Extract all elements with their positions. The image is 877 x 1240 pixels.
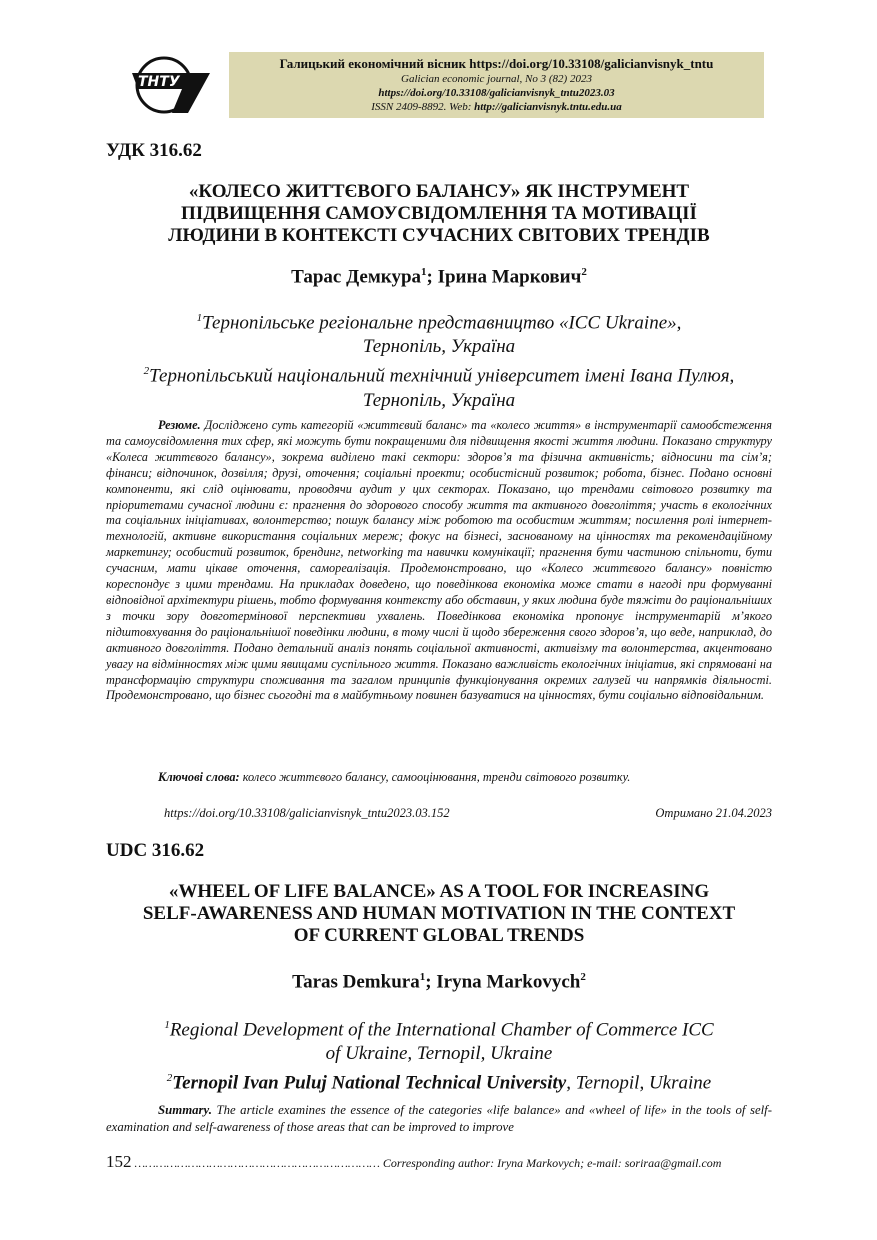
journal-name-ua: Галицький економічний вісник https://doi.org/10.33108/galicianvisnyk_tntu: [279, 56, 714, 71]
author-1-en: Taras Demkura: [292, 971, 420, 993]
abstract-ua: [106, 418, 772, 704]
authors-en: Taras Demkura$^1$; Iryna Markovych$^2$: [292, 971, 586, 993]
affiliations-ua: $^1$Тернопільське регіональне представництво «ICC Ukraine», Тернопіль, Україна $^2$Тернопільський національний технічний університет імені Івана Пулюя, Тернопіль, Україна: [106, 306, 772, 413]
corresponding-author: Corresponding author: Iryna Markovych; e-mail: soriraa@gmail.com: [382, 1156, 722, 1170]
affiliation-2-city: Тернопіль, Україна: [362, 389, 516, 411]
received-date: Отримано 21.04.2023: [655, 806, 772, 820]
affiliation-1-city: Тернопіль, Україна: [362, 336, 516, 358]
title-ua-line: «КОЛЕСО ЖИТТЄВОГО БАЛАНСУ» ЯК ІНСТРУМЕНТ: [188, 181, 690, 202]
keywords-ua: [158, 770, 778, 785]
affiliation-1-en-line2: of Ukraine, Ternopil, Ukraine: [325, 1043, 553, 1065]
abstract-label: Резюме.: [158, 418, 201, 432]
title-en-line: «WHEEL OF LIFE BALANCE» AS A TOOL FOR INCREASING: [168, 881, 710, 902]
title-ua-line: ПІДВИЩЕННЯ САМОУСВІДОМЛЕННЯ ТА МОТИВАЦІЇ: [181, 203, 697, 224]
title-en: [106, 881, 772, 947]
authors-ua: Тарас Демкура$^1$; Ірина Маркович$^2$: [291, 266, 587, 288]
keywords-label: Ключові слова:: [158, 770, 240, 784]
journal-logo: [128, 55, 210, 115]
journal-url[interactable]: http://galicianvisnyk.tntu.edu.ua: [474, 101, 622, 113]
affiliations-en: $^1$Regional Development of the International Chamber of Commerce ICC of Ukraine, Ternopil, Ukraine $^2$Ternopil Ivan Puluj National Technical University, Ternopil, Ukraine: [106, 1013, 772, 1096]
udc-en: UDC 316.62: [106, 840, 205, 861]
summary-label: Summary.: [158, 1103, 212, 1117]
article-doi[interactable]: https://doi.org/10.33108/galicianvisnyk_tntu2023.03.152: [164, 806, 450, 820]
affiliation-2: Тернопільський національний технічний університет імені Івана Пулюя,: [149, 365, 735, 387]
journal-header: [229, 52, 764, 118]
title-en-line: SELF-AWARENESS AND HUMAN MOTIVATION IN THE CONTEXT: [142, 903, 736, 924]
affiliation-1: Тернопільське регіональне представництво «ICC Ukraine»,: [202, 312, 682, 334]
keywords-text: колесо життєвого балансу, самооцінювання, тренди світового розвитку.: [239, 770, 631, 784]
affiliation-2-en: Ternopil Ivan Puluj National Technical University: [172, 1072, 567, 1094]
title-en-line: OF CURRENT GLOBAL TRENDS: [293, 925, 585, 946]
page-number: 152: [106, 1152, 132, 1171]
udc-ua: УДК 316.62: [106, 140, 202, 161]
summary-text: The article examines the essence of the categories «life balance» and «wheel of life» in the tools of self-examination and self-awareness of those areas that can be improved to improve: [106, 1103, 772, 1134]
abstract-text: Досліджено суть категорій «життєвий баланс» та «колесо життя» в інструментарії самообстеження та самоусвідомлення тих сфер, які можуть бути покращеними для підвищення якості життя людини. Показано структуру «Колеса життєвого балансу», зокрема виділено такі сектори: здоров’я та фізична активність; відносини та сім’я; фінанси; відпочинок, дозвілля; друзі, оточення; соціальні проекти; особистісний розвиток; робота, бізнес. Подано основні компоненти, які слід оцінювати, проводячи аудит у цих секторах. Показано, що трендами світового розвитку та пріоритетами сучасної людини є: прагнення до здорового способу життя та активного довголіття; участь в екологічних та соціальних ініціативах, волонтерство; пошук балансу між роботою та особистим життям; посилення ролі інтернет-технологій, активне використання соціальних мереж; фокус на бізнесі, заснованому на цінностях та рекомендаційному маркетингу; особистий розвиток, брендинг, networking та навички комунікації; прагнення бути частиною спільноти, бути сучасним, мати цікаве оточення, самореалізація. Продемонстровано, що «Колесо життєвого балансу» повністю кореспондує з цими трендами. На прикладах доведено, що поведінкова економіка може стати в нагоді при формуванні відповідної архітектури рішень, тобто формування контексту або обставин, у яких людина буде тяжіти до раціональніших з точки зору довготермінової перспективи ухвалень. Поведінкова економіка пропонує інструментарій м’якого підштовхування до раціональнішої поведінки людини, в тому числі й щодо збереження свого здоров’я, що веде, наприклад, до активного довголіття. Подано детальний аналіз понять соціальної активності, активізму та волонтерства, акцентовано увагу на відмінностях між цими явищами суспільного життя. Показано важливість екологічних ініціатив, які спрямовані на трансформацію структури споживання та загалом принципів функціонування окремих галузей чи напрямків діяльності. Продемонстровано, що бізнес сьогодні та в майбутньому повинен базуватися на цінностях, бути соціально відповідальним.: [106, 418, 772, 703]
author-2-en: Iryna Markovych: [436, 971, 581, 993]
issue-doi: https://doi.org/10.33108/galicianvisnyk_tntu2023.03: [378, 87, 615, 99]
author-2: Ірина Маркович: [437, 266, 582, 288]
affiliation-1-en: Regional Development of the International Chamber of Commerce ICC: [169, 1019, 714, 1041]
journal-name-en: Galician economic journal, No 3 (82) 2023: [401, 73, 592, 85]
title-ua: [106, 181, 772, 247]
author-1: Тарас Демкура: [291, 266, 422, 288]
summary-en: [106, 1102, 772, 1135]
title-ua-line: ЛЮДИНИ В КОНТЕКСТІ СУЧАСНИХ СВІТОВИХ ТРЕНДІВ: [168, 225, 710, 246]
issn-line: ISSN 2409-8892. Web: http://galicianvisnyk.tntu.edu.ua: [371, 101, 622, 113]
page-footer: 152 …………………………………………………………… Corresponding author: Iryna Markovych; e-mail: soriraa@gmail.com: [106, 1152, 722, 1171]
logo-text: ТНТУ: [138, 74, 180, 90]
